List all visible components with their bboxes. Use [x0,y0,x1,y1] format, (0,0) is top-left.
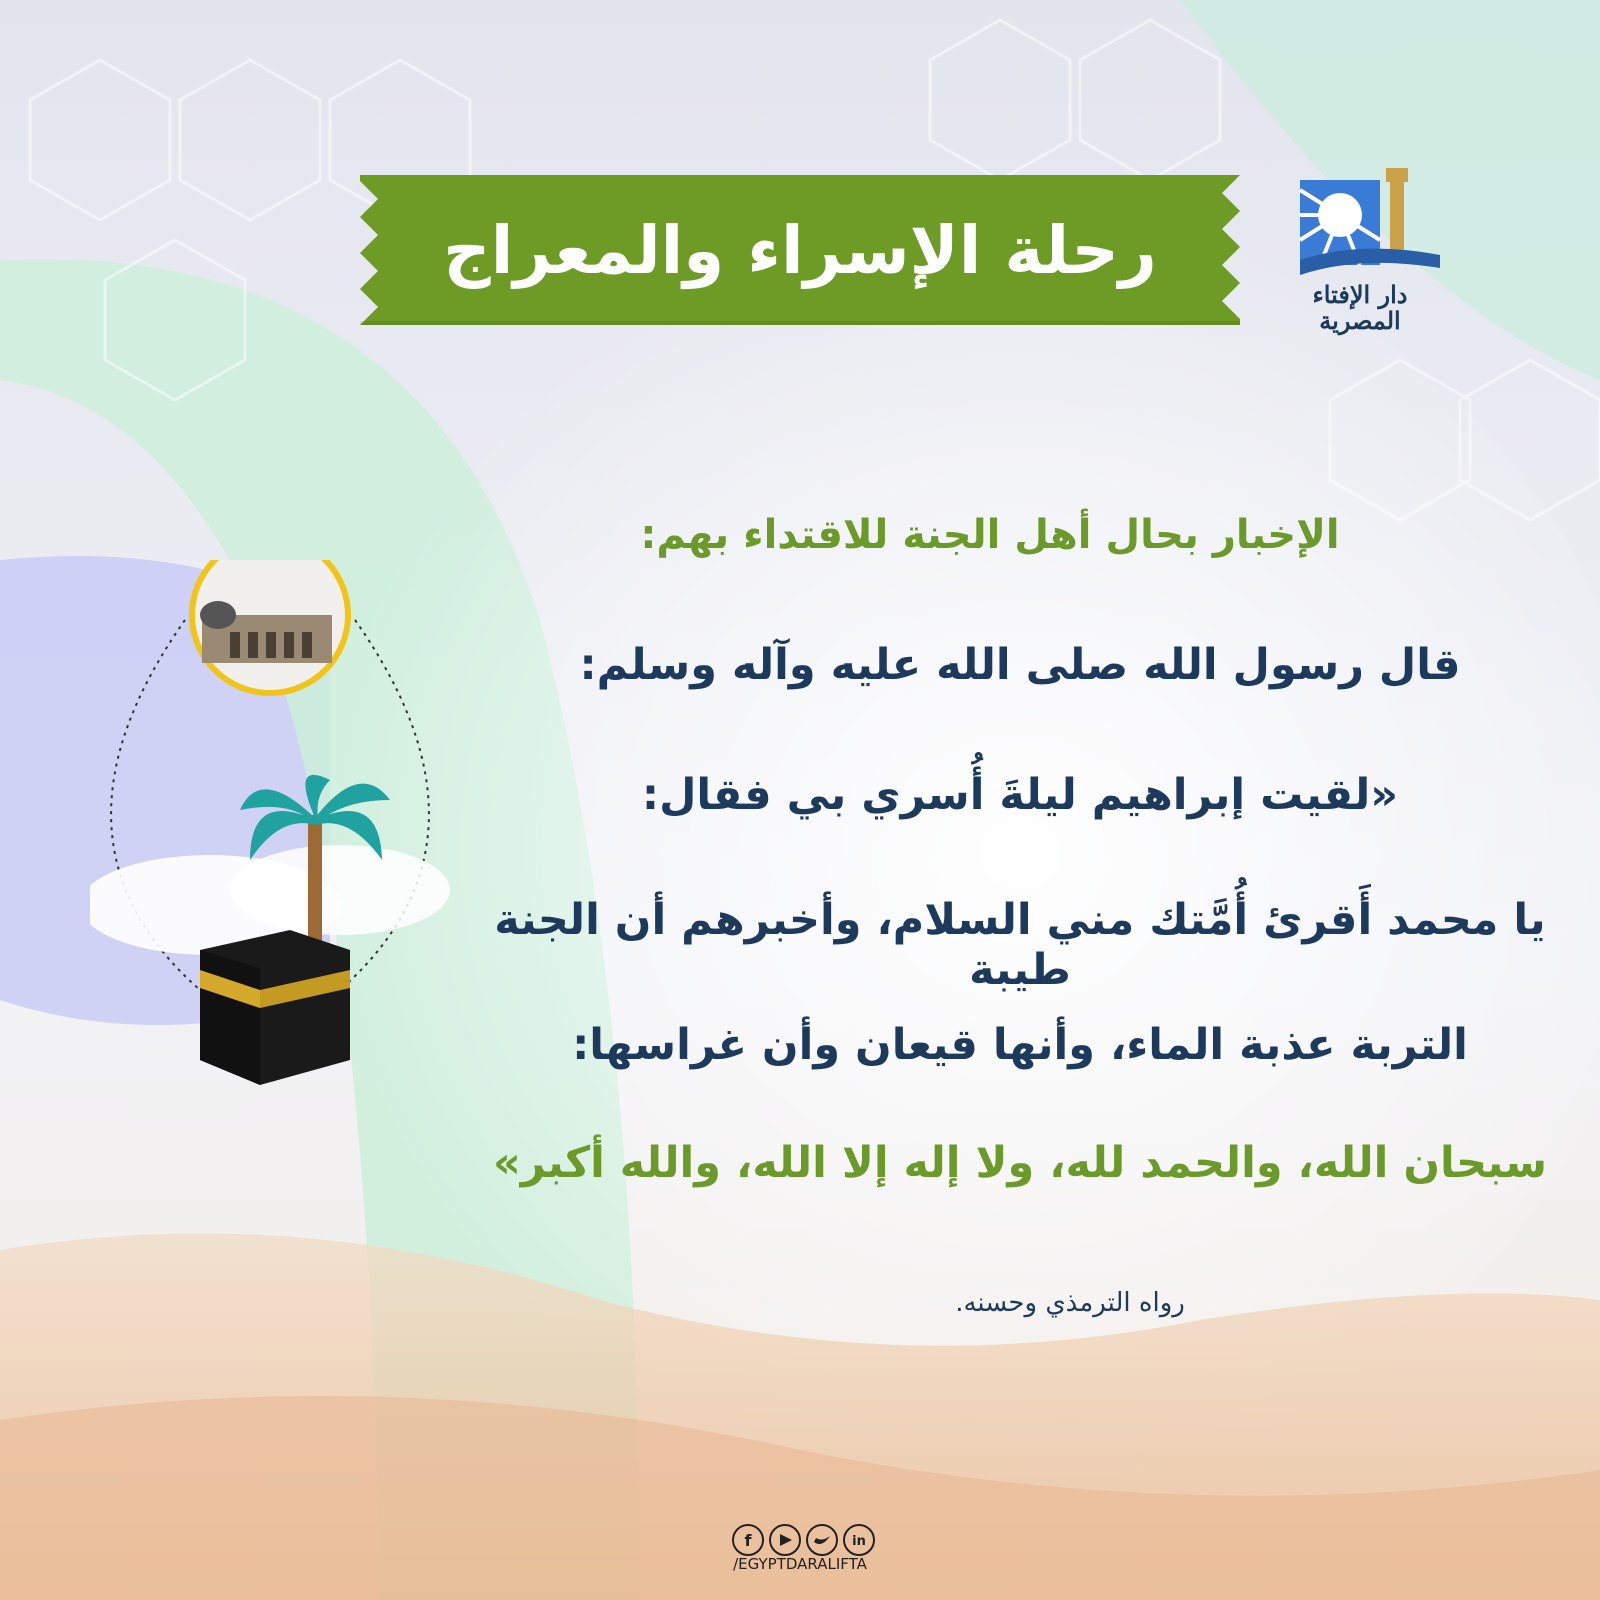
hadith-line-1: قال رسول الله صلى الله عليه وآله وسلم: [579,640,1461,690]
section-heading: الإخبار بحال أهل الجنة للاقتداء بهم: [640,512,1340,558]
svg-text:f: f [744,1531,752,1550]
hadith-line-2: «لقيت إبراهيم ليلةَ أُسري بي فقال: [641,770,1399,820]
hadith-line-4: التربة عذبة الماء، وأنها قيعان وأن غراسها: [572,1020,1468,1070]
logo-line1: دار الإفتاء [1312,280,1408,309]
hadith-source: رواه الترمذي وحسنه. [955,1288,1185,1318]
banner-title: رحلة الإسراء والمعراج [443,211,1157,289]
social-handle: /EGYPTDARALIFTA [733,1555,867,1573]
hadith-line-5: سبحان الله، والحمد لله، ولا إله إلا الله، والله أكبر» [492,1138,1548,1188]
logo-line2: المصرية [1319,306,1401,335]
logo-text [1290,282,1430,334]
isra-miraj-illustration [90,560,450,1100]
svg-text:in: in [852,1534,866,1549]
kaaba-icon [200,930,350,1085]
hadith-line-3: يا محمد أَقرئ أُمَّتك مني السلام، وأخبرهم أن الجنة طيبة [494,895,1546,995]
